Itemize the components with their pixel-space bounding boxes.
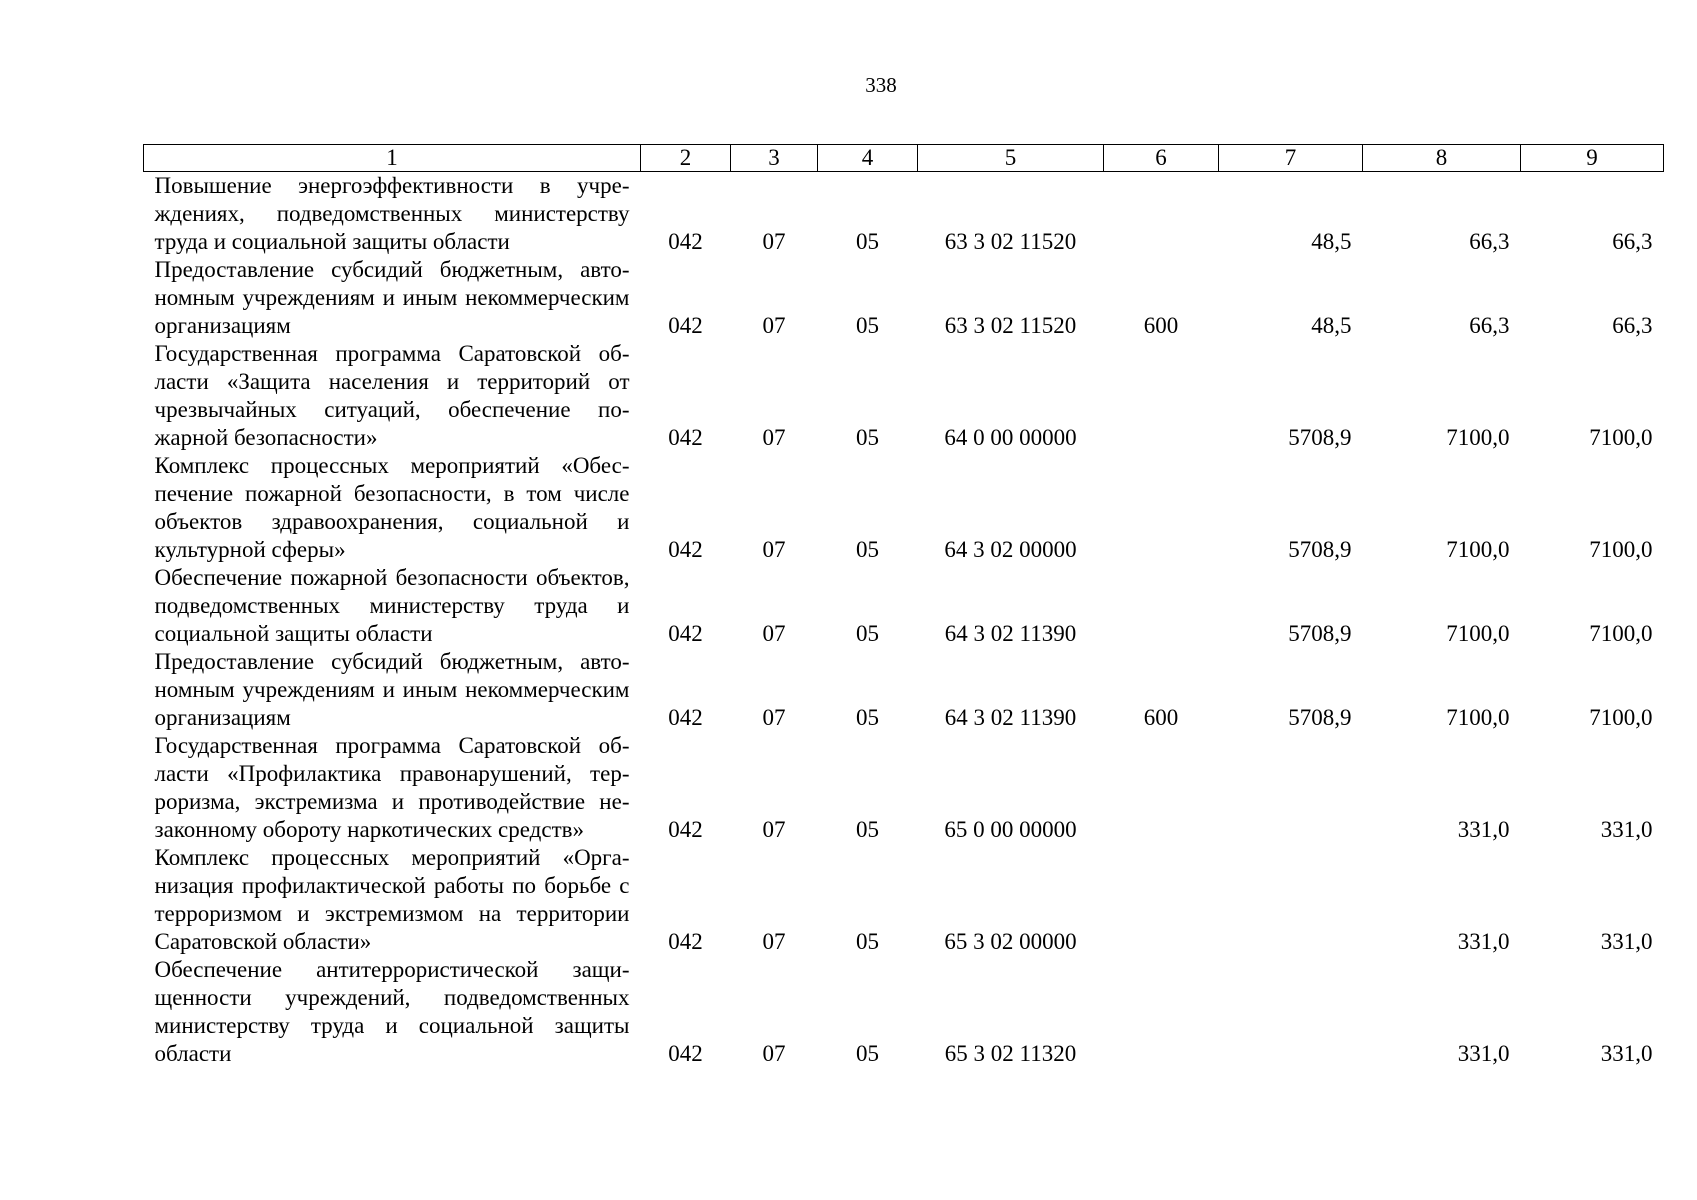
expense-type-code [1104,172,1219,257]
table-row [144,256,1664,340]
amount-col-9: 66,3 [1612,313,1653,338]
ministry-code: 042 [668,1041,703,1066]
row-description: Комплекс процессных мероприятий «Организация профилактической работы по борьбе с терроризмом и экстремизмом на территории Саратовской области» [154,845,630,954]
amount-col-7: 5708,9 [1288,705,1352,730]
ministry-code: 042 [668,537,703,562]
row-description: Государственная программа Саратовской области «Профилактика правонарушений, терроризма, экстремизма и противодействие незаконному обороту наркотических средств» [154,733,630,842]
section-code: 07 [762,1041,786,1066]
ministry-code: 042 [668,229,703,254]
amount-col-8: 7100,0 [1446,537,1510,562]
amount-col-9: 331,0 [1600,1041,1653,1066]
amount-col-9: 7100,0 [1589,705,1653,730]
amount-col-7: 5708,9 [1288,425,1352,450]
table-row [144,340,1664,452]
table-row [144,172,1664,257]
ministry-code: 042 [668,929,703,954]
table-row [144,844,1664,956]
expense-type-code: 600 [1143,313,1179,338]
amount-col-9: 7100,0 [1589,537,1653,562]
target-article-code: 65 3 02 00000 [944,929,1077,954]
amount-col-8: 7100,0 [1446,425,1510,450]
col-header-9: 9 [1521,145,1664,172]
amount-col-7: 48,5 [1311,313,1352,338]
amount-col-8: 331,0 [1457,929,1510,954]
target-article-code: 65 0 00 00000 [944,817,1077,842]
section-code: 07 [762,817,786,842]
col-header-1: 1 [144,145,641,172]
row-description: Государственная программа Саратовской области «Защита населения и территорий от чрезвычайных ситуаций, обеспечение пожарной безопасности» [154,341,630,450]
col-header-7: 7 [1219,145,1363,172]
table-row [144,956,1664,1068]
amount-col-7: 5708,9 [1288,537,1352,562]
amount-col-9: 7100,0 [1589,425,1653,450]
section-code: 07 [762,425,786,450]
subsection-code: 05 [856,229,879,254]
table-row [144,648,1664,732]
subsection-code: 05 [856,817,879,842]
target-article-code: 64 3 02 11390 [944,621,1077,646]
col-header-6: 6 [1104,145,1219,172]
expense-type-code [1104,956,1219,1068]
row-description: Повышение энергоэффективности в учреждениях, подведомственных министерству труда и социальной защиты области [154,173,630,254]
col-header-5: 5 [918,145,1104,172]
ministry-code: 042 [668,313,703,338]
amount-col-7 [1219,956,1363,1068]
ministry-code: 042 [668,425,703,450]
amount-col-8: 7100,0 [1446,705,1510,730]
amount-col-7 [1219,732,1363,844]
subsection-code: 05 [856,705,879,730]
col-header-3: 3 [731,145,818,172]
table-row [144,452,1664,564]
budget-table [143,144,1664,1068]
section-code: 07 [762,313,786,338]
table-row [144,564,1664,648]
expense-type-code [1104,452,1219,564]
section-code: 07 [762,705,786,730]
subsection-code: 05 [856,1041,879,1066]
target-article-code: 63 3 02 11520 [944,229,1077,254]
ministry-code: 042 [668,705,703,730]
amount-col-9: 331,0 [1600,817,1653,842]
subsection-code: 05 [856,621,879,646]
section-code: 07 [762,929,786,954]
amount-col-7: 5708,9 [1288,621,1352,646]
header-row [144,145,1664,172]
row-description: Предоставление субсидий бюджетным, автономным учреждениям и иным некоммерческим организациям [154,257,630,338]
target-article-code: 64 3 02 00000 [944,537,1077,562]
table-row [144,732,1664,844]
amount-col-8: 66,3 [1469,229,1510,254]
page-number: 338 [865,73,897,97]
expense-type-code [1104,340,1219,452]
target-article-code: 63 3 02 11520 [944,313,1077,338]
row-description: Комплекс процессных мероприятий «Обеспечение пожарной безопасности, в том числе объектов здравоохранения, социальной и культурной сферы» [154,453,630,562]
col-header-8: 8 [1363,145,1521,172]
row-description: Обеспечение антитеррористической защищенности учреждений, подведомственных министерству труда и социальной защиты области [154,957,630,1066]
amount-col-7: 48,5 [1311,229,1352,254]
row-description: Предоставление субсидий бюджетным, автономным учреждениям и иным некоммерческим организациям [154,649,630,730]
expense-type-code [1104,844,1219,956]
target-article-code: 64 3 02 11390 [944,705,1077,730]
expense-type-code [1104,732,1219,844]
expense-type-code: 600 [1143,705,1179,730]
amount-col-7 [1219,844,1363,956]
target-article-code: 65 3 02 11320 [944,1041,1077,1066]
amount-col-9: 7100,0 [1589,621,1653,646]
amount-col-9: 66,3 [1612,229,1653,254]
row-description: Обеспечение пожарной безопасности объектов, подведомственных министерству труда и социальной защиты области [154,565,630,646]
expense-type-code [1104,564,1219,648]
col-header-4: 4 [818,145,918,172]
section-code: 07 [762,229,786,254]
col-header-2: 2 [641,145,731,172]
target-article-code: 64 0 00 00000 [944,425,1077,450]
subsection-code: 05 [856,425,879,450]
subsection-code: 05 [856,313,879,338]
section-code: 07 [762,537,786,562]
section-code: 07 [762,621,786,646]
amount-col-8: 331,0 [1457,817,1510,842]
amount-col-8: 7100,0 [1446,621,1510,646]
amount-col-8: 66,3 [1469,313,1510,338]
ministry-code: 042 [668,621,703,646]
amount-col-8: 331,0 [1457,1041,1510,1066]
subsection-code: 05 [856,537,879,562]
amount-col-9: 331,0 [1600,929,1653,954]
subsection-code: 05 [856,929,879,954]
ministry-code: 042 [668,817,703,842]
